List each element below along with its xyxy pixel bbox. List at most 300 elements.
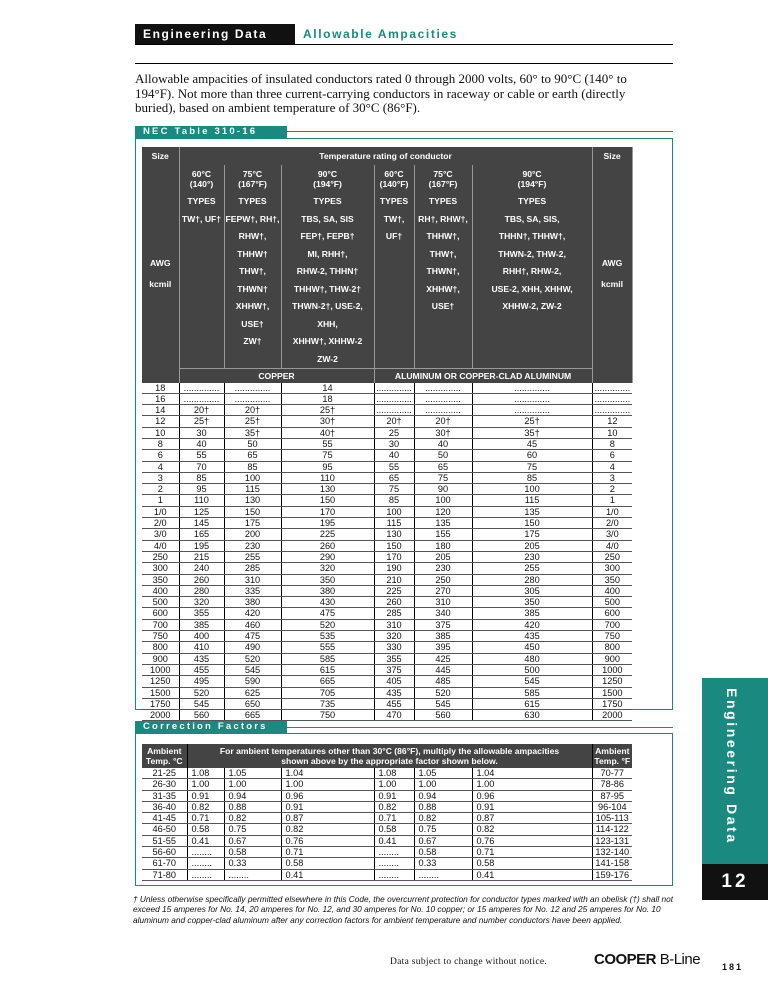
ambient-f-header: Ambient Temp. °F bbox=[592, 744, 632, 768]
table-cell: .............. bbox=[374, 405, 414, 416]
table-cell: 280 bbox=[472, 574, 592, 585]
table-cell: 65 bbox=[414, 461, 472, 472]
table-row bbox=[142, 540, 632, 551]
table-cell: 650 bbox=[224, 698, 281, 709]
table-cell: 545 bbox=[179, 698, 224, 709]
table-cell: 35† bbox=[224, 427, 281, 438]
table-cell: 75 bbox=[472, 461, 592, 472]
cooper-bline-logo bbox=[594, 951, 700, 968]
table-cell: ........ bbox=[187, 847, 224, 858]
table-cell: 355 bbox=[179, 608, 224, 619]
table-cell: 2 bbox=[142, 484, 179, 495]
table-cell: .............. bbox=[414, 405, 472, 416]
table-cell: 665 bbox=[281, 676, 374, 687]
table-cell: 435 bbox=[374, 687, 414, 698]
table-cell: 110 bbox=[281, 472, 374, 483]
table-cell: 30† bbox=[414, 427, 472, 438]
table-cell: 25† bbox=[179, 416, 224, 427]
table-cell: .............. bbox=[592, 405, 632, 416]
table-cell: 159-176 bbox=[592, 869, 632, 880]
table-row bbox=[142, 506, 632, 517]
table-cell: 750 bbox=[281, 710, 374, 721]
table-cell: 0.91 bbox=[187, 790, 224, 801]
table-cell: 1 bbox=[592, 495, 632, 506]
table-cell: 180 bbox=[414, 540, 472, 551]
table-cell: 0.91 bbox=[472, 801, 592, 812]
table-cell: 400 bbox=[592, 585, 632, 596]
table-cell: 1750 bbox=[592, 698, 632, 709]
table-cell: ........ bbox=[187, 858, 224, 869]
table-cell: 0.58 bbox=[224, 847, 281, 858]
table-cell: 100 bbox=[472, 484, 592, 495]
table-cell: 300 bbox=[142, 563, 179, 574]
table-cell: 495 bbox=[179, 676, 224, 687]
table-cell: 435 bbox=[472, 631, 592, 642]
table-cell: 150 bbox=[472, 518, 592, 529]
table-cell: 590 bbox=[224, 676, 281, 687]
cell-text: TBS, SA, SIS, THHN†, THHW†, THWN-2, THW-2, RHH†, RHW-2, USE-2, XHH, XHHW, XHHW-2, ZW-2 bbox=[491, 213, 573, 311]
table-cell: 0.41 bbox=[374, 835, 414, 846]
table-cell: 0.82 bbox=[414, 813, 472, 824]
table-cell: 18 bbox=[142, 383, 179, 394]
table-cell: 30 bbox=[374, 438, 414, 449]
table-cell: 60 bbox=[472, 450, 592, 461]
table-cell: 455 bbox=[179, 664, 224, 675]
table-cell: 420 bbox=[472, 619, 592, 630]
logo-text-cooper: COOPER bbox=[594, 951, 657, 968]
table-cell: 545 bbox=[472, 676, 592, 687]
table-cell: 200 bbox=[224, 529, 281, 540]
table-cell: 380 bbox=[281, 585, 374, 596]
table-cell: 87-95 bbox=[592, 790, 632, 801]
table-cell: 120 bbox=[414, 506, 472, 517]
types-header-2 bbox=[281, 193, 374, 369]
table-cell: 700 bbox=[592, 619, 632, 630]
table-cell: 100 bbox=[374, 506, 414, 517]
table-cell: 205 bbox=[414, 551, 472, 562]
table-cell: 150 bbox=[281, 495, 374, 506]
table-cell: 270 bbox=[414, 585, 472, 596]
table-cell: 260 bbox=[179, 574, 224, 585]
table-cell: 215 bbox=[179, 551, 224, 562]
table-cell: 8 bbox=[592, 438, 632, 449]
header-rule bbox=[135, 44, 673, 45]
table-cell: 0.96 bbox=[472, 790, 592, 801]
table-cell: 230 bbox=[472, 551, 592, 562]
cell-text: TW†, UF† bbox=[181, 213, 222, 224]
table-cell: 100 bbox=[224, 472, 281, 483]
size-header-right: Size bbox=[592, 147, 632, 165]
table-cell: 380 bbox=[224, 597, 281, 608]
table-cell: 255 bbox=[224, 551, 281, 562]
table-cell: 115 bbox=[472, 495, 592, 506]
cell-text: 60°C (140°) bbox=[189, 168, 214, 189]
table-cell: 1.00 bbox=[281, 779, 374, 790]
table-cell: 1 bbox=[142, 495, 179, 506]
table-row bbox=[142, 687, 632, 698]
table-cell: 35† bbox=[472, 427, 592, 438]
table-cell: 600 bbox=[142, 608, 179, 619]
table-cell: 750 bbox=[142, 631, 179, 642]
table-cell: 0.71 bbox=[281, 847, 374, 858]
table-cell: 61-70 bbox=[142, 858, 187, 869]
logo-text-bline: B-Line bbox=[659, 951, 701, 968]
table-cell: 2000 bbox=[142, 710, 179, 721]
header-rule-2 bbox=[135, 63, 673, 64]
table-cell: 0.91 bbox=[281, 801, 374, 812]
table-cell: 480 bbox=[472, 653, 592, 664]
table-cell: 175 bbox=[472, 529, 592, 540]
nec-table-tab: NEC Table 310-16 bbox=[135, 126, 287, 138]
table-row bbox=[142, 619, 632, 630]
cell-text: FEPW†, RH†, RHW†, THHW† THW†, THWN† XHHW†, USE† ZW† bbox=[225, 213, 280, 346]
table-cell: 21-25 bbox=[142, 768, 187, 779]
table-cell: 110 bbox=[179, 495, 224, 506]
table-cell: 1500 bbox=[592, 687, 632, 698]
table-cell: ........ bbox=[224, 869, 281, 880]
section-label: Engineering Data bbox=[135, 24, 295, 44]
table-row bbox=[142, 608, 632, 619]
table-cell: 115 bbox=[374, 518, 414, 529]
temp-header-1 bbox=[224, 165, 281, 193]
side-tab[interactable] bbox=[702, 678, 768, 864]
table-cell: 40 bbox=[179, 438, 224, 449]
table-cell: 0.88 bbox=[414, 801, 472, 812]
table-cell: 250 bbox=[592, 551, 632, 562]
table-cell: 400 bbox=[142, 585, 179, 596]
table-cell: 75 bbox=[374, 484, 414, 495]
table-cell: 55 bbox=[179, 450, 224, 461]
table-cell: 51-55 bbox=[142, 835, 187, 846]
table-cell: 700 bbox=[142, 619, 179, 630]
table-cell: 1750 bbox=[142, 698, 179, 709]
page-title: Allowable Ampacities bbox=[303, 27, 458, 41]
table-cell: 285 bbox=[374, 608, 414, 619]
table-cell: 20† bbox=[374, 416, 414, 427]
table-cell: 310 bbox=[374, 619, 414, 630]
table-cell: 630 bbox=[472, 710, 592, 721]
table-cell: 1.00 bbox=[374, 779, 414, 790]
table-cell: 305 bbox=[472, 585, 592, 596]
table-cell: 750 bbox=[592, 631, 632, 642]
table-cell: 71-80 bbox=[142, 869, 187, 880]
types-label: TYPES bbox=[187, 196, 216, 206]
table-cell: 0.94 bbox=[224, 790, 281, 801]
types-label: TYPES bbox=[517, 196, 547, 206]
table-cell: 320 bbox=[374, 631, 414, 642]
table-cell: 85 bbox=[179, 472, 224, 483]
table-cell: 2/0 bbox=[142, 518, 179, 529]
table-cell: 1.00 bbox=[187, 779, 224, 790]
table-cell: 320 bbox=[179, 597, 224, 608]
table-cell: 130 bbox=[224, 495, 281, 506]
table-cell: .............. bbox=[224, 393, 281, 404]
table-cell: 800 bbox=[592, 642, 632, 653]
table-cell: 20† bbox=[224, 405, 281, 416]
table-cell: 240 bbox=[179, 563, 224, 574]
table-cell: ........ bbox=[374, 869, 414, 880]
table-cell: .............. bbox=[179, 383, 224, 394]
table-cell: 405 bbox=[374, 676, 414, 687]
table-row bbox=[142, 495, 632, 506]
table-cell: 310 bbox=[224, 574, 281, 585]
table-cell: 10 bbox=[142, 427, 179, 438]
table-cell: 170 bbox=[374, 551, 414, 562]
table-cell: 100 bbox=[414, 495, 472, 506]
temp-header-5 bbox=[472, 165, 592, 193]
table-cell: 280 bbox=[179, 585, 224, 596]
table-cell: 0.58 bbox=[472, 858, 592, 869]
table-cell: .............. bbox=[414, 383, 472, 394]
table-cell: 1.08 bbox=[187, 768, 224, 779]
table-row bbox=[142, 529, 632, 540]
table-cell: .............. bbox=[224, 383, 281, 394]
table-cell: 0.82 bbox=[374, 801, 414, 812]
table-cell: 132-140 bbox=[592, 847, 632, 858]
table-cell: 900 bbox=[142, 653, 179, 664]
table-row bbox=[142, 664, 632, 675]
table-cell: 195 bbox=[179, 540, 224, 551]
table-cell: 1250 bbox=[142, 676, 179, 687]
table-cell: 0.58 bbox=[374, 824, 414, 835]
table-cell: 625 bbox=[224, 687, 281, 698]
table-cell: 0.71 bbox=[187, 813, 224, 824]
table-cell: 1000 bbox=[142, 664, 179, 675]
table-cell: 25† bbox=[224, 416, 281, 427]
awg-label: AWG bbox=[149, 258, 171, 269]
table-cell: 40 bbox=[374, 450, 414, 461]
table-cell: 4/0 bbox=[142, 540, 179, 551]
table-cell: 260 bbox=[281, 540, 374, 551]
table-cell: 375 bbox=[414, 619, 472, 630]
table-cell: 1/0 bbox=[592, 506, 632, 517]
table-cell: 75 bbox=[414, 472, 472, 483]
correction-row bbox=[142, 790, 632, 801]
table-row bbox=[142, 461, 632, 472]
table-cell: ........ bbox=[374, 847, 414, 858]
table-cell: 490 bbox=[224, 642, 281, 653]
table-cell: 0.67 bbox=[414, 835, 472, 846]
table-cell: 0.82 bbox=[224, 813, 281, 824]
disclaimer: Data subject to change without notice. bbox=[390, 957, 548, 967]
footnote: † Unless otherwise specifically permitted elsewhere in this Code, the overcurrent protection for conductor types marked with an obelisk (†) shall not exceed 15 amperes for No. 14, 20 amperes for No. 12, and 30 amperes for No. 10 copper; or 15 amperes for No. 12 and 25 amperes for No. 10 aluminum and copper-clad aluminum after any correction factors for ambient temperature and number conductors have been applied. bbox=[133, 894, 674, 925]
table-cell: 0.58 bbox=[281, 858, 374, 869]
table-cell: 250 bbox=[414, 574, 472, 585]
table-cell: .............. bbox=[179, 393, 224, 404]
table-cell: 560 bbox=[414, 710, 472, 721]
table-cell: 0.91 bbox=[374, 790, 414, 801]
table-cell: 1.05 bbox=[224, 768, 281, 779]
table-cell: 310 bbox=[414, 597, 472, 608]
cell-text: 60°C (140°F) bbox=[379, 168, 409, 189]
table-cell: 36-40 bbox=[142, 801, 187, 812]
table-cell: 55 bbox=[374, 461, 414, 472]
table-cell: 0.41 bbox=[472, 869, 592, 880]
table-cell: 435 bbox=[179, 653, 224, 664]
table-row bbox=[142, 551, 632, 562]
correction-instruction: For ambient temperatures other than 30°C (86°F), multiply the allowable ampacities shown above by the appropriate factor shown below. bbox=[187, 744, 592, 768]
table-cell: 195 bbox=[281, 518, 374, 529]
table-cell: 2 bbox=[592, 484, 632, 495]
table-row bbox=[142, 563, 632, 574]
table-cell: 520 bbox=[179, 687, 224, 698]
table-cell: 400 bbox=[179, 631, 224, 642]
table-row bbox=[142, 416, 632, 427]
temp-header-4 bbox=[414, 165, 472, 193]
table-cell: 330 bbox=[374, 642, 414, 653]
table-cell: 705 bbox=[281, 687, 374, 698]
table-row bbox=[142, 597, 632, 608]
table-cell: 130 bbox=[281, 484, 374, 495]
table-cell: 10 bbox=[592, 427, 632, 438]
table-row bbox=[142, 710, 632, 721]
table-cell: 150 bbox=[224, 506, 281, 517]
table-cell: 0.71 bbox=[472, 847, 592, 858]
table-cell: 335 bbox=[224, 585, 281, 596]
table-cell: 12 bbox=[142, 416, 179, 427]
table-cell: 0.96 bbox=[281, 790, 374, 801]
table-row bbox=[142, 698, 632, 709]
cell-text: TW†, UF† bbox=[383, 213, 405, 241]
table-cell: 600 bbox=[592, 608, 632, 619]
table-cell: 175 bbox=[224, 518, 281, 529]
table-cell: 30 bbox=[179, 427, 224, 438]
types-label: TYPES bbox=[428, 196, 458, 206]
cell-text: 75°C (167°F) bbox=[428, 168, 458, 189]
table-row bbox=[142, 383, 632, 394]
table-cell: 615 bbox=[281, 664, 374, 675]
table-cell: 96-104 bbox=[592, 801, 632, 812]
ambient-c-header: Ambient Temp. °C bbox=[142, 744, 187, 768]
table-row bbox=[142, 405, 632, 416]
correction-row bbox=[142, 801, 632, 812]
table-cell: 285 bbox=[224, 563, 281, 574]
table-cell: 1.00 bbox=[224, 779, 281, 790]
table-row bbox=[142, 393, 632, 404]
table-row bbox=[142, 676, 632, 687]
kcmil-label: kcmil bbox=[601, 278, 624, 289]
table-cell: 420 bbox=[224, 608, 281, 619]
table-cell: 0.75 bbox=[414, 824, 472, 835]
correction-row bbox=[142, 869, 632, 880]
table-cell: 0.82 bbox=[187, 801, 224, 812]
table-cell: 3 bbox=[592, 472, 632, 483]
table-cell: 1250 bbox=[592, 676, 632, 687]
table-cell: 165 bbox=[179, 529, 224, 540]
temp-header-2 bbox=[281, 165, 374, 193]
table-cell: 14 bbox=[281, 383, 374, 394]
table-cell: 70-77 bbox=[592, 768, 632, 779]
table-cell: 95 bbox=[281, 461, 374, 472]
awg-label: AWG bbox=[601, 258, 623, 269]
table-cell: 85 bbox=[374, 495, 414, 506]
table-cell: 45 bbox=[472, 438, 592, 449]
table-cell: 800 bbox=[142, 642, 179, 653]
table-cell: 190 bbox=[374, 563, 414, 574]
table-cell: 55 bbox=[281, 438, 374, 449]
table-cell: 2/0 bbox=[592, 518, 632, 529]
table-cell: .............. bbox=[472, 393, 592, 404]
kcmil-label: kcmil bbox=[149, 278, 172, 289]
table-cell: 430 bbox=[281, 597, 374, 608]
table-cell: 0.58 bbox=[187, 824, 224, 835]
table-cell: 40 bbox=[414, 438, 472, 449]
table-cell: 545 bbox=[224, 664, 281, 675]
temp-rating-header: Temperature rating of conductor bbox=[179, 147, 592, 165]
table-cell: 6 bbox=[142, 450, 179, 461]
table-cell: 230 bbox=[414, 563, 472, 574]
table-cell: 250 bbox=[142, 551, 179, 562]
nec-table bbox=[142, 147, 633, 721]
table-cell: 50 bbox=[414, 450, 472, 461]
table-cell: 46-50 bbox=[142, 824, 187, 835]
temp-header-0 bbox=[179, 165, 224, 193]
table-cell: 385 bbox=[179, 619, 224, 630]
table-row bbox=[142, 653, 632, 664]
table-cell: 255 bbox=[472, 563, 592, 574]
table-cell: 6 bbox=[592, 450, 632, 461]
table-cell: 78-86 bbox=[592, 779, 632, 790]
table-cell: 155 bbox=[414, 529, 472, 540]
table-cell: 300 bbox=[592, 563, 632, 574]
types-header-1 bbox=[224, 193, 281, 369]
table-cell: .............. bbox=[472, 405, 592, 416]
types-label: TYPES bbox=[238, 196, 267, 206]
table-cell: 545 bbox=[414, 698, 472, 709]
table-cell: 0.76 bbox=[472, 835, 592, 846]
table-cell: 485 bbox=[414, 676, 472, 687]
page-header bbox=[135, 24, 673, 44]
table-row bbox=[142, 472, 632, 483]
table-cell: 25† bbox=[281, 405, 374, 416]
table-row bbox=[142, 642, 632, 653]
table-cell: 320 bbox=[281, 563, 374, 574]
page-number: 181 bbox=[722, 962, 744, 972]
awg-kcmil-label bbox=[142, 165, 179, 383]
table-cell: 20† bbox=[414, 416, 472, 427]
table-cell: ........ bbox=[374, 858, 414, 869]
table-cell: 65 bbox=[224, 450, 281, 461]
aluminum-header: ALUMINUM OR COPPER-CLAD ALUMINUM bbox=[374, 369, 592, 383]
table-cell: 85 bbox=[224, 461, 281, 472]
table-cell: 735 bbox=[281, 698, 374, 709]
table-cell: 0.33 bbox=[224, 858, 281, 869]
table-cell: 85 bbox=[472, 472, 592, 483]
correction-table bbox=[142, 744, 632, 881]
awg-kcmil-label-right bbox=[592, 165, 632, 383]
table-cell: 150 bbox=[374, 540, 414, 551]
types-label: TYPES bbox=[379, 196, 409, 206]
table-cell: 130 bbox=[374, 529, 414, 540]
table-row bbox=[142, 518, 632, 529]
table-cell: 145 bbox=[179, 518, 224, 529]
correction-row bbox=[142, 858, 632, 869]
table-cell: 26-30 bbox=[142, 779, 187, 790]
table-cell: 475 bbox=[281, 608, 374, 619]
correction-tab-line bbox=[287, 727, 673, 728]
table-cell: 410 bbox=[179, 642, 224, 653]
table-cell: 425 bbox=[414, 653, 472, 664]
table-cell: 355 bbox=[374, 653, 414, 664]
table-cell: 375 bbox=[374, 664, 414, 675]
table-cell: 4/0 bbox=[592, 540, 632, 551]
table-cell: 225 bbox=[374, 585, 414, 596]
table-cell: 12 bbox=[592, 416, 632, 427]
table-cell: 14 bbox=[142, 405, 179, 416]
temp-header-3 bbox=[374, 165, 414, 193]
table-cell: 90 bbox=[414, 484, 472, 495]
table-cell: 385 bbox=[414, 631, 472, 642]
